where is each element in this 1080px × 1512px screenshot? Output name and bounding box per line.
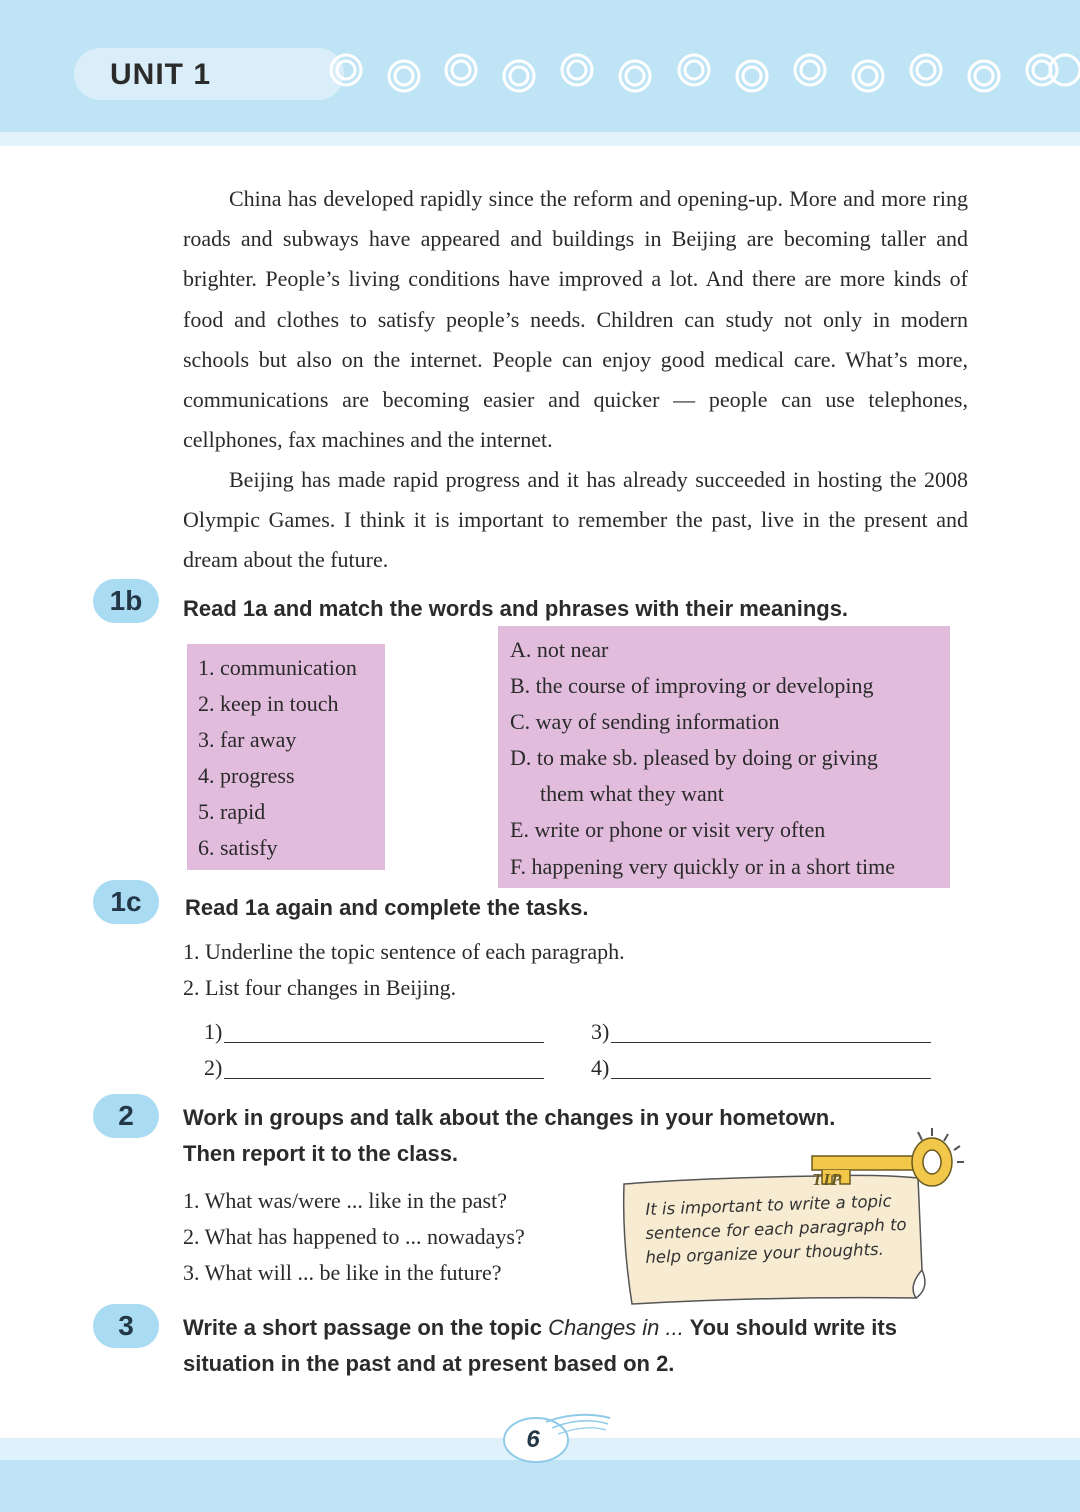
section-1c-instruction: Read 1a again and complete the tasks.: [185, 895, 589, 920]
meaning-item: D. to make sb. pleased by doing or giving: [510, 745, 878, 770]
tip-text-line: help organize your thoughts.: [645, 1239, 885, 1267]
section-3-instruction-line-2: situation in the past and at present based on 2.: [183, 1351, 675, 1376]
passage-paragraph-1: China has developed rapidly since the reform and opening-up. More and more ring roads and subways have appeared and buildings in Beijing are becoming taller and brighter. People’s living conditions have improved a lot. And there are more kinds of food and clothes to satisfy people’s needs. Children can study not only in modern schools but also on the internet. People can enjoy good medical care. What’s more, communications are becoming easier and quicker — people can use telephones, cellphones, fax machines and the internet.: [183, 186, 968, 453]
answer-blank[interactable]: [224, 1078, 544, 1079]
section-2-instruction-line-2: Then report it to the class.: [183, 1141, 459, 1166]
meaning-item: B. the course of improving or developing: [510, 673, 874, 698]
word-item: 2. keep in touch: [198, 691, 339, 716]
section-badge-3: 3: [93, 1304, 159, 1348]
discussion-question: 3. What will ... be like in the future?: [183, 1260, 502, 1285]
decorative-rings: [320, 50, 1080, 98]
word-item: 1. communication: [198, 655, 357, 680]
instruction-text: You should write its: [683, 1315, 897, 1340]
tip-text-line: It is important to write a topic: [645, 1191, 892, 1219]
section-badge-1b: 1b: [93, 579, 159, 623]
answer-blank[interactable]: [611, 1078, 931, 1079]
section-1b-instruction: Read 1a and match the words and phrases with their meanings.: [183, 596, 849, 621]
word-item: 5. rapid: [198, 799, 266, 824]
tip-text-line: sentence for each paragraph to: [645, 1214, 907, 1243]
footer-band: [0, 1460, 1080, 1512]
word-item: 3. far away: [198, 727, 297, 752]
discussion-question: 2. What has happened to ... nowadays?: [183, 1224, 525, 1249]
meaning-item: A. not near: [510, 637, 609, 662]
section-badge-1c: 1c: [93, 880, 159, 924]
discussion-question: 1. What was/were ... like in the past?: [183, 1188, 507, 1213]
section-badge-2: 2: [93, 1094, 159, 1138]
topic-title: Changes in ...: [548, 1315, 684, 1340]
task-item: 2. List four changes in Beijing.: [183, 975, 457, 1000]
blank-label: 2): [204, 1055, 223, 1080]
unit-label: UNIT 1: [110, 58, 212, 91]
blank-label: 4): [591, 1055, 610, 1080]
word-item: 4. progress: [198, 763, 295, 788]
blank-label: 3): [591, 1019, 610, 1044]
meaning-item-continued: them what they want: [540, 781, 724, 806]
blank-label: 1): [204, 1019, 223, 1044]
passage-paragraph-2: Beijing has made rapid progress and it has already succeeded in hosting the 2008 Olympic Games. I think it is important to remember the past, live in the present and dream about the future.: [183, 467, 968, 573]
header-divider: [0, 132, 1080, 146]
instruction-text: Write a short passage on the topic: [183, 1315, 549, 1340]
answer-blank[interactable]: [224, 1042, 544, 1043]
section-3-instruction-line-1: [183, 1310, 897, 1346]
page-number: 6: [526, 1426, 540, 1453]
tip-label: TIP: [812, 1170, 843, 1189]
meaning-item: F. happening very quickly or in a short time: [510, 854, 895, 879]
meaning-item: C. way of sending information: [510, 709, 780, 734]
answer-blank[interactable]: [611, 1042, 931, 1043]
meaning-item: E. write or phone or visit very often: [510, 817, 826, 842]
section-2-instruction-line-1: Work in groups and talk about the changes in your hometown.: [183, 1105, 836, 1130]
word-item: 6. satisfy: [198, 835, 278, 860]
task-item: 1. Underline the topic sentence of each paragraph.: [183, 939, 625, 964]
